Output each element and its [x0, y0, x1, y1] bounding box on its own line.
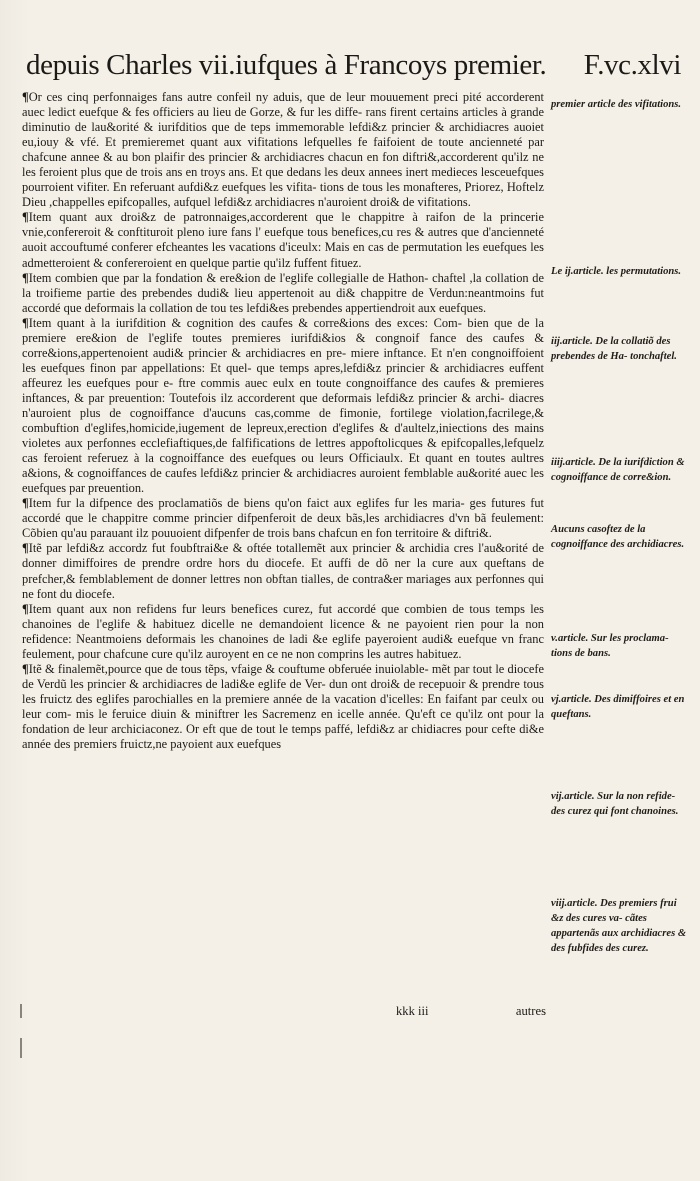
pilcrow-icon: ¶ [22, 601, 29, 616]
margin-note-article-3: iij.article. De la collatiõ des prebendes de Ha- tonchaftel. [551, 336, 677, 362]
paragraph-dimissories: ¶Itẽ par lefdi&z accordz fut foubftrai&e & oftée totallemẽt aux princier & archidia cres l'au&orité de donner dimiffoires de prendre ordre hors du diocefe. Et auffi de dõ ner la cure aux queftans de prefcher,& femblablement de donner lettres non obftan tialles, de contra&er mariages aux perfonnes qui ne font du diocefe. [22, 541, 544, 601]
margin-note-article-8: viij.article. Des premiers frui &z des cures va- cãtes appartenãs aux archidiacres & des fubfides des curez. [551, 898, 687, 954]
page-footer [396, 1004, 546, 1019]
paragraph-hattonchatel: ¶Item combien que par la fondation & ere&ion de l'eglife collegialle de Hathon- chaftel ,la collation de la troifieme partie des prebendes dudi& lieu appertenoit au di& chappitre de Verdun:neantmoins fut accordé que deformais la collation de tou tes lefdi&es prebendes appertiendroit aux euefques. [22, 270, 544, 315]
edge-mark [20, 1038, 22, 1058]
edge-mark [20, 1004, 22, 1018]
paragraph-jurisdiction: ¶Item quant à la iurifdition & cognition des caufes & corre&ions des exces: Com- bien que de la premiere ere&ion de l'eglife toutes premieres iurifdi&ios & congnoif fance des caufes & corre&ions,appertenoient audi& princier & archidiacres en pre- miere inftance. Et n'en congnoiffoient les euefques finon par appellations: Et quel- que temps apres,lefdi&z princier & archidiacres euffent affeurez les euefques pour e- ftre commis auec eulx en toute congnoiffance des caufes & premieres inftances, & par preuention: Toutefois ilz accorderent que deformais lefdi&z princier & archi- diacres n'auroient plus de cognoiffance d'aucuns cas,comme de fimonie, fortilege violation,facrilege,& combuftion d'eglifes,homicide,iugement de lepreux,erection d'eglifes & d'aultelz,iniections des mains violetes aux perfonnes ecclefiaftiques,de falfifications de lettres appoftolicques & epifcopalles,lefquelz cas feroient referuez à la cognoiffance des euefques ou leurs Officiaulx. Et quant en toutes aultres a&ions, & cognoiffances de caufes lefdi&z princier & archidiacres auroient femblable au&orité auec les euefques par preuention. [22, 315, 544, 496]
paragraph-first-fruits: ¶Itẽ & finalemẽt,pource que de tous tẽps, vfaige & couftume obferuée inuiolable- mẽt par tout le diocefe de Verdũ les princier & archidiacres de ladi&e eglife de Ver- dun ont droi& de recepuoir & prendre tous les fruictz des eglifes parochialles en la premiere année de la vacation d'icelles: En faifant par ceulx ou leur com- mis le feruice diuin & miniftrer les Sacremenz en icelle année. Qu'eft ce qu'ilz ont pour la fondation de leur archiciaconez. Or eft que de tout le temps paffé, lefdi&z ar chidiacres pour cefte di&e année des premiers fruictz,ne payoient aux euefques [22, 661, 544, 752]
margin-note-article-2: Le ij.article. les permutations. [551, 266, 682, 277]
pilcrow-icon: ¶ [22, 496, 29, 511]
paragraph-banns: ¶Item fur la difpence des proclamatiõs de biens qu'on faict aux eglifes fur les maria- ges futures fut accordé que le chappitre comme princier difpenferoit de deux bãs,les archidiacres d'vn bã feulement: Cõbien qu'au parauant ilz pouuoient difpenfer de trois bans chafcun en fon territoire & diftri&. [22, 496, 544, 541]
pilcrow-icon: ¶ [22, 661, 29, 676]
pilcrow-icon: ¶ [22, 210, 29, 225]
signature-mark: kkk iii [396, 1004, 429, 1018]
margin-note-article-6: vj.article. Des dimiffoires et en queftans. [551, 694, 685, 720]
running-header [26, 40, 681, 90]
margin-note-article-5: v.article. Sur les proclama- tions de bans. [551, 633, 669, 659]
margin-note-article-7: vij.article. Sur la non refide- des curez qui font chanoines. [551, 791, 679, 817]
paragraph-intro: ¶Or ces cinq perfonnaiges fans autre confeil ny aduis, que de leur mouuement preci pité accorderent auec ledict euefque & fes officiers au lieu de Gorze, & fur les diffe- rans firent certains articles à grande diminutio de lau&orité & iurifditios que de teps immemorable lefdi&z princier & archidiacres auoiet eu,iouy & vfé. Et premieremet quant aux vifitations lefquelles fe faifoient de toute ancienneté par chafcune annee & au bon plaifir des princier & archidiacres chacun en fon diftri&,accorderent qu'ilz ne les feroient plus que de trois ans en troys ans. Et que dedans les deux annees inert medieces lesceuefques pourroient vifiter. En referuant aufdi&z euefques les vifita- tions de tous les monafteres, Priorez, Hoftelz Dieu ,chappelles epifcopalles, aufquel lefdi&z archidiacres n'auroient droi& de vifitations. [22, 90, 544, 210]
paragraph-patronage: ¶Item quant aux droi&z de patronnaiges,accorderent que le chappitre à raifon de la princerie vnie,confereroit & conftituroit pleno iure fans l' euefque tous benefices,cu res & autres que d'ancienneté auoit accouftumé conferer efcheantes les vacations d'iceulx: Mais en cas de permutation les euefques les admetteroient & confereroient en quelque partie qu'ilz fuffent fituez. [22, 210, 544, 270]
pilcrow-icon: ¶ [22, 541, 29, 556]
pilcrow-icon: ¶ [22, 315, 29, 330]
pilcrow-icon: ¶ [22, 90, 29, 104]
margin-note-article-1: premier article des vifitations. [551, 99, 682, 110]
pilcrow-icon: ¶ [22, 270, 29, 285]
margin-note-article-4: iiij.article. De la iurifdiction & cognoiffance de corre&ion. [551, 457, 685, 483]
running-title: depuis Charles vii.iufques à Francoys premier. [26, 49, 547, 81]
main-text-column [22, 90, 544, 752]
margin-note-reserved-cases: Aucuns casoftez de la cognoiffance des archidiacres. [551, 524, 685, 550]
catchword: autres [515, 1004, 546, 1018]
paragraph-non-residence: ¶Item quant aux non refidens fur leurs benefices curez, fut accordé que combien de tous temps les chanoines de l'eglife & habituez dicelle ne demandoient licence & ne payoient rien pour la non refidence: Neantmoiens deformais les chanoines de ladi &e eglife payeroient audi& euefque vn franc feulement, pour chafcune cure qu'ilz auroyent en ce ne non comprins les autres habituez. [22, 601, 544, 661]
folio-number: F.vc.xlvi [583, 49, 681, 81]
